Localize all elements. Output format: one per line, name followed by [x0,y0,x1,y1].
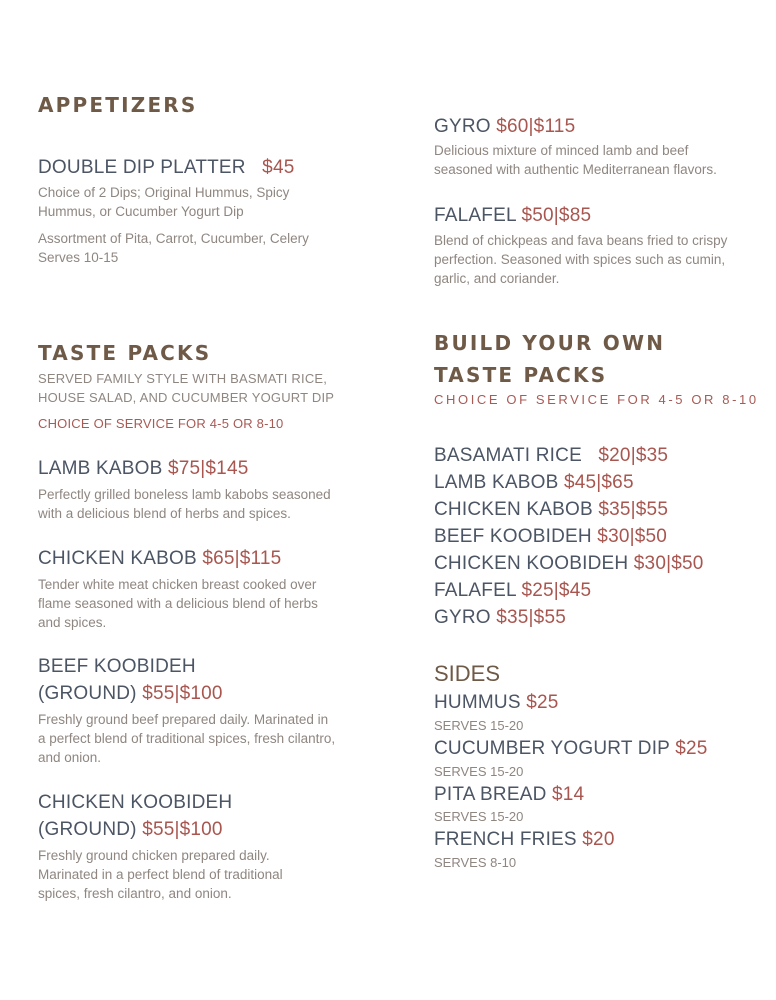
lamb-kabob-title [38,455,249,482]
side-hummus [434,689,559,716]
byo-item-price: $30|$50 [597,526,668,547]
build-your-own-service-note: CHOICE OF SERVICE FOR 4-5 OR 8-10 [434,392,759,407]
double-dip-price: $45 [262,157,295,178]
taste-packs-service-note: CHOICE OF SERVICE FOR 4-5 OR 8-10 [38,416,284,431]
side-pita-bread [434,781,584,808]
side-name: HUMMUS [434,692,521,713]
double-dip-assortment: Assortment of Pita, Carrot, Cucumber, Celery [38,231,309,246]
side-price: $20 [582,829,615,850]
double-dip-name: DOUBLE DIP PLATTER [38,157,246,178]
side-name: FRENCH FRIES [434,829,577,850]
gyro-name: GYRO [434,116,491,137]
byo-item-name: CHICKEN KABOB [434,499,593,520]
chicken-kabob-price: $65|$115 [202,548,282,569]
byo-item-price: $20|$35 [598,445,669,466]
side-name: CUCUMBER YOGURT DIP [434,738,670,759]
side-serves: SERVES 15-20 [434,718,524,733]
double-dip-title [38,154,294,181]
taste-packs-heading: TASTE PACKS [38,341,212,365]
byo-item-rice [434,442,668,469]
appetizers-heading: APPETIZERS [38,93,198,117]
chicken-kabob-desc: Tender white meat chicken breast cooked over flame seasoned with a delicious blend of herbs and spices. [38,577,318,630]
side-french-fries [434,826,615,853]
beef-koobideh-name-2: (GROUND) [38,683,137,704]
double-dip-serves: Serves 10-15 [38,250,119,265]
byo-item-falafel [434,577,591,604]
side-price: $14 [552,784,585,805]
falafel-price: $50|$85 [521,205,592,226]
chicken-koobideh-title-1: CHICKEN KOOBIDEH [38,792,233,813]
chicken-koobideh-desc: Freshly ground chicken prepared daily. Marinated in a perfect blend of traditional spices, fresh cilantro, and onion. [38,848,283,901]
chicken-kabob-name: CHICKEN KABOB [38,548,197,569]
taste-packs-subtitle-2: HOUSE SALAD, AND CUCUMBER YOGURT DIP [38,390,335,405]
byo-item-price: $35|$55 [496,607,566,628]
build-your-own-heading-1: BUILD YOUR OWN [434,331,666,355]
falafel-title [434,202,591,229]
byo-item-chicken-koobideh [434,550,704,577]
chicken-kabob-title [38,545,281,572]
side-name: PITA BREAD [434,784,547,805]
chicken-koobideh-title-2 [38,816,223,843]
byo-item-beef-koobideh [434,523,667,550]
beef-koobideh-title-1: BEEF KOOBIDEH [38,656,196,677]
beef-koobideh-desc: Freshly ground beef prepared daily. Marinated in a perfect blend of traditional spices, fresh cilantro, and onion. [38,712,336,765]
side-price: $25 [526,692,559,713]
byo-item-lamb-kabob [434,469,634,496]
falafel-name: FALAFEL [434,205,517,226]
byo-item-name: FALAFEL [434,580,517,601]
byo-item-price: $25|$45 [521,580,592,601]
sides-heading: SIDES [434,661,501,686]
gyro-title [434,113,575,140]
byo-item-name: BASAMATI RICE [434,445,582,466]
byo-item-name: GYRO [434,607,491,628]
chicken-koobideh-price: $55|$100 [142,819,223,840]
byo-item-chicken-kabob [434,496,668,523]
gyro-desc: Delicious mixture of minced lamb and beef seasoned with authentic Mediterranean flavors. [434,143,717,177]
side-serves: SERVES 15-20 [434,809,524,824]
double-dip-desc: Choice of 2 Dips; Original Hummus, Spicy Hummus, or Cucumber Yogurt Dip [38,185,290,219]
gyro-price: $60|$115 [496,116,576,137]
side-serves: SERVES 8-10 [434,855,517,870]
side-serves: SERVES 15-20 [434,764,524,779]
byo-item-name: CHICKEN KOOBIDEH [434,553,629,574]
byo-item-price: $35|$55 [598,499,669,520]
lamb-kabob-price: $75|$145 [167,458,249,479]
beef-koobideh-title-2 [38,680,223,707]
side-cucumber-yogurt-dip [434,735,708,762]
byo-item-gyro [434,604,566,631]
build-your-own-heading-2: TASTE PACKS [434,363,608,387]
byo-item-price: $30|$50 [633,553,704,574]
falafel-desc: Blend of chickpeas and fava beans fried to crispy perfection. Seasoned with spices such as cumin, garlic, and coriander. [434,233,728,286]
byo-item-name: LAMB KABOB [434,472,559,493]
byo-item-name: BEEF KOOBIDEH [434,526,592,547]
taste-packs-subtitle-1: SERVED FAMILY STYLE WITH BASMATI RICE, [38,371,328,386]
byo-item-price: $45|$65 [563,472,634,493]
lamb-kabob-desc: Perfectly grilled boneless lamb kabobs seasoned with a delicious blend of herbs and spices. [38,487,331,521]
side-price: $25 [675,738,708,759]
beef-koobideh-price: $55|$100 [142,683,223,704]
chicken-koobideh-name-2: (GROUND) [38,819,137,840]
lamb-kabob-name: LAMB KABOB [38,458,163,479]
